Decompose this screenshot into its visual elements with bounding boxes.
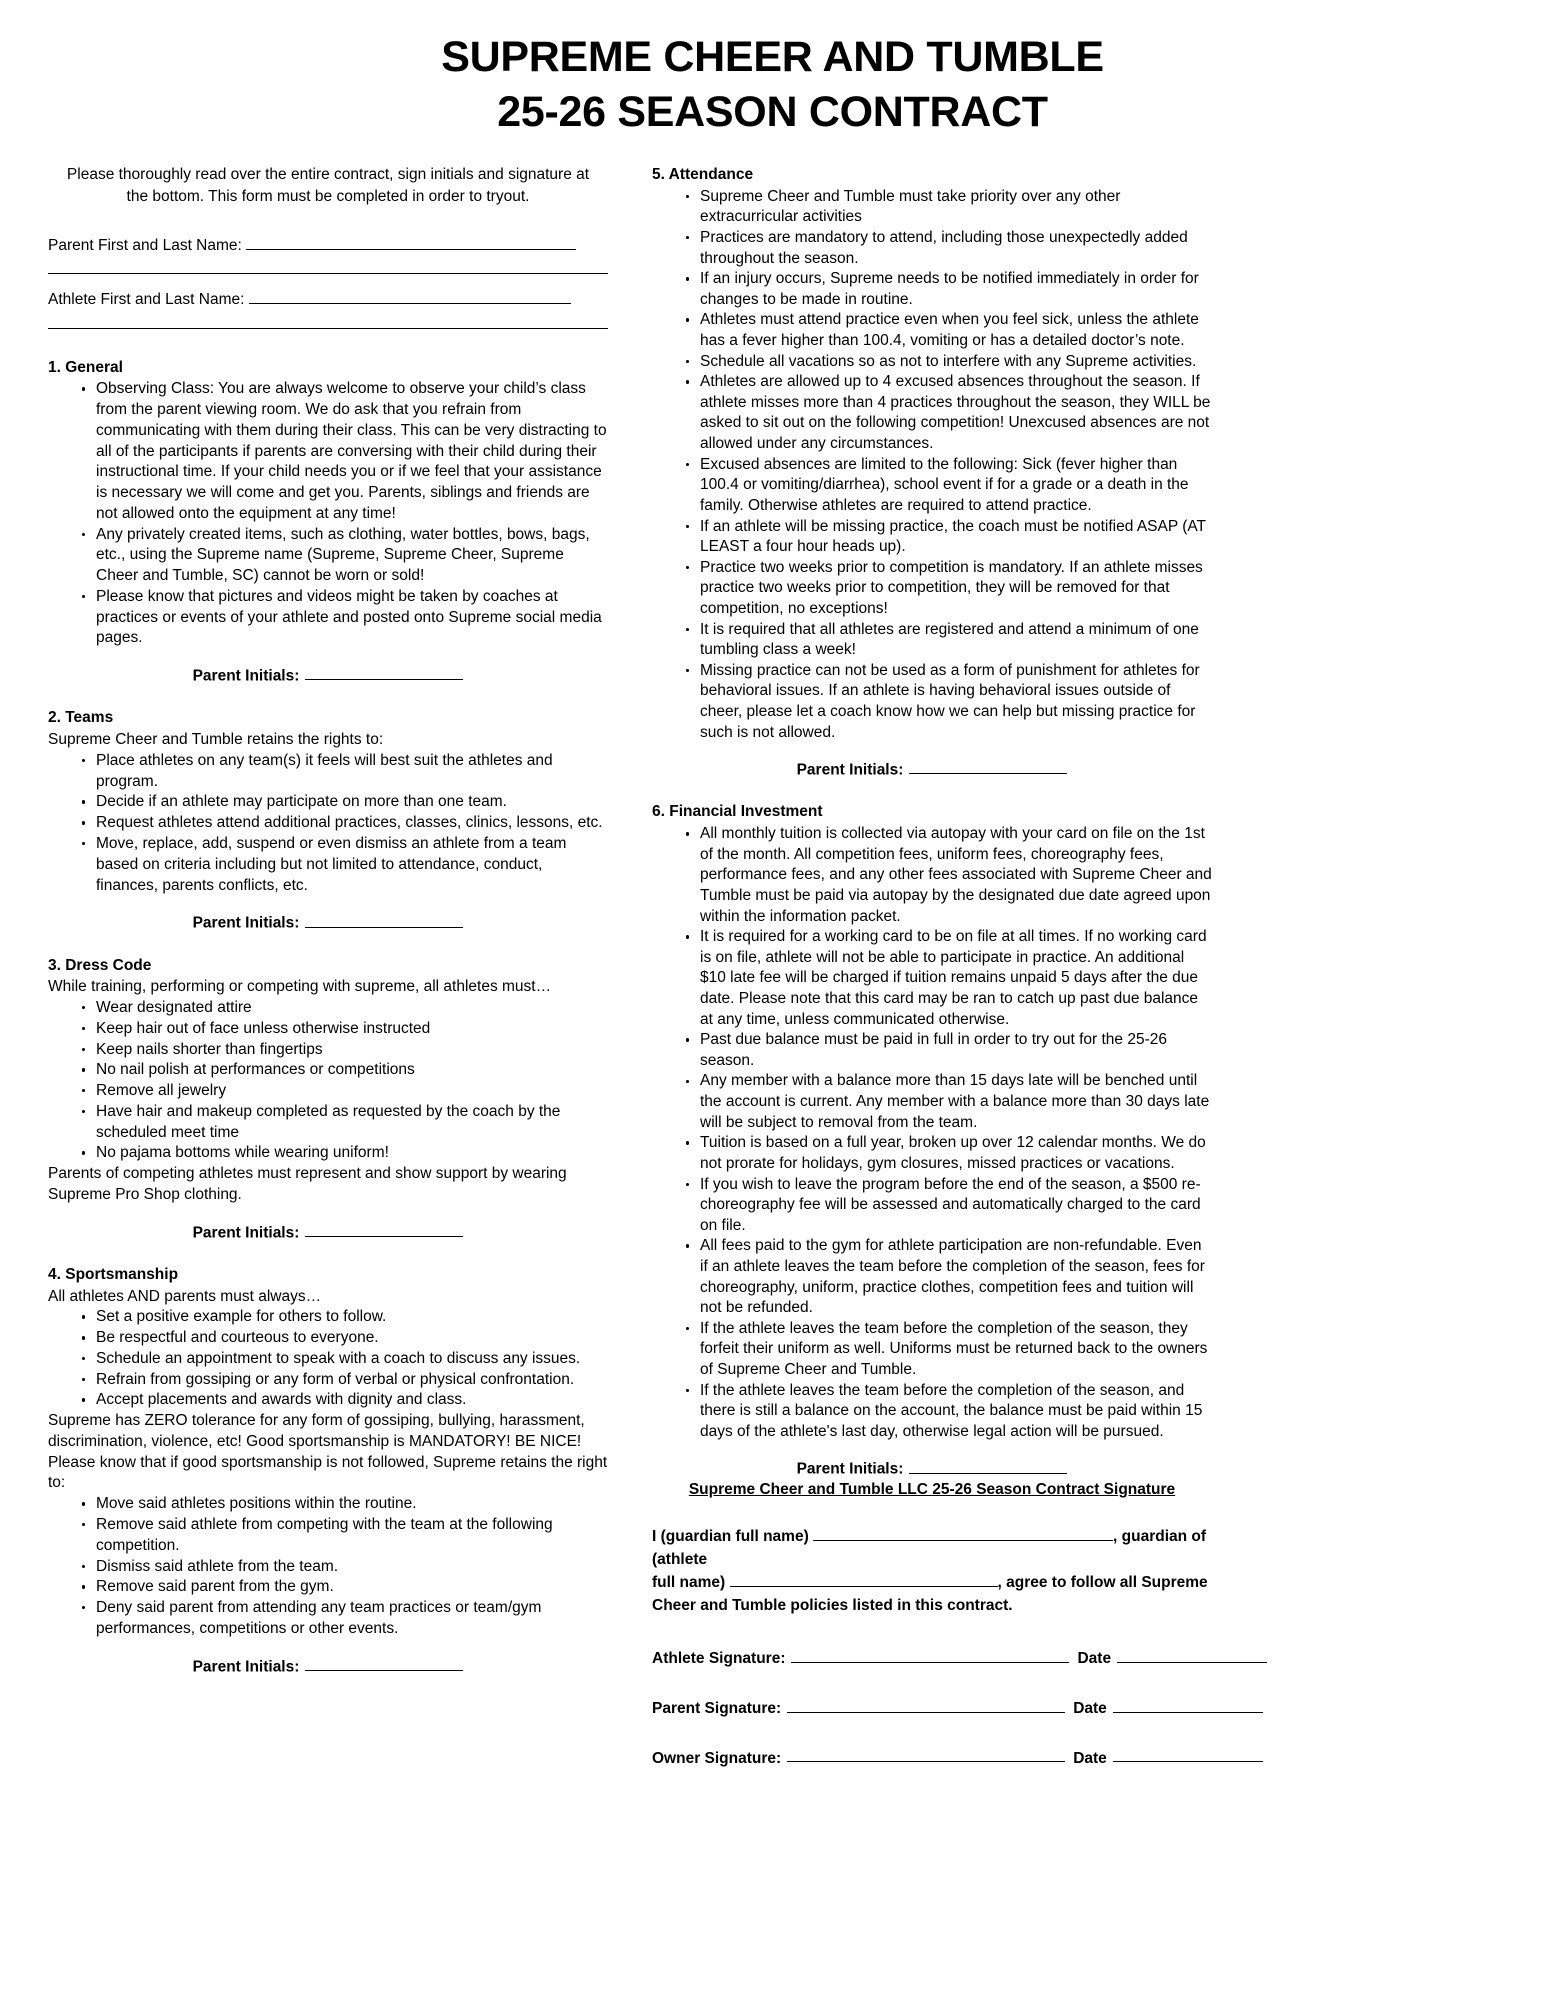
teams-intro-text: Supreme Cheer and Tumble retains the rights to: xyxy=(48,731,384,749)
athlete-date-line[interactable] xyxy=(1117,1648,1267,1663)
list-item: Tuition is based on a full year, broken up over 12 calendar months. We do not prorate for holidays, gym closures, missed practices or vacations. xyxy=(686,1133,1212,1174)
athlete-name-label: Athlete First and Last Name: xyxy=(48,291,245,309)
athlete-name-input-line[interactable] xyxy=(730,1572,998,1587)
parent-signature-line[interactable] xyxy=(787,1698,1065,1713)
list-item: No pajama bottoms while wearing uniform! xyxy=(82,1143,608,1164)
owner-signature-row[interactable] xyxy=(652,1748,1212,1768)
right-column xyxy=(652,164,1212,1797)
section-heading-dress-code: 3. Dress Code xyxy=(48,956,152,974)
sportsmanship-bullet-list xyxy=(48,1307,608,1411)
parent-initials-line[interactable] xyxy=(305,1656,463,1671)
list-item: Any member with a balance more than 15 days late will be benched until the account is current. Any member with a balance more than 30 days late will be subject to removal from the team. xyxy=(686,1071,1212,1133)
parent-signature-label: Parent Signature: xyxy=(652,1699,782,1717)
list-item: Have hair and makeup completed as requested by the coach by the scheduled meet time xyxy=(82,1102,608,1144)
athlete-signature-row[interactable] xyxy=(652,1648,1212,1668)
list-item: No nail polish at performances or competitions xyxy=(82,1060,608,1081)
parent-initials-label: Parent Initials: xyxy=(796,1460,904,1478)
list-item: If you wish to leave the program before the end of the season, a $500 re-choreography fee will be assessed and automatically charged to the card on file. xyxy=(686,1175,1212,1237)
sportsmanship-rights-text: Please know that if good sportsmanship is not followed, Supreme retains the right to: xyxy=(48,1453,608,1492)
title-line-1: SUPREME CHEER AND TUMBLE xyxy=(441,33,1104,81)
left-column xyxy=(48,164,608,1797)
teams-bullet-list xyxy=(48,751,608,896)
athlete-full-name-label: full name) xyxy=(652,1574,726,1592)
parent-name-input-line-2[interactable] xyxy=(48,259,608,274)
list-item: Excused absences are limited to the following: Sick (fever higher than 100.4 or vomiting/diarrhea), school event if for a grade or a death in the family. Otherwise athletes are required to attend practice. xyxy=(686,455,1212,517)
document-title xyxy=(0,0,1545,140)
list-item: Athletes must attend practice even when you feel sick, unless the athlete has a fever higher than 100.4, vomiting or has a detailed doctor’s note. xyxy=(686,310,1212,351)
sportsmanship-zero-tolerance-text: Supreme has ZERO tolerance for any form of gossiping, bullying, harassment, discrimination, violence, etc! Good sportsmanship is MANDATORY! BE NICE! xyxy=(48,1412,585,1450)
athlete-name-field[interactable] xyxy=(48,288,608,311)
list-item: Observing Class: You are always welcome to observe your child’s class from the parent viewing room. We do ask that you refrain from communicating with them during their class. This can be very distracting to all of the participants if parents are conversing with their child during their instructional time. If your child needs you or if we feel that your assistance is necessary we will come and get you. Parents, siblings and friends are not allowed onto the equipment at any time! xyxy=(82,379,608,524)
section-heading-sportsmanship: 4. Sportsmanship xyxy=(48,1265,179,1283)
list-item: Schedule an appointment to speak with a coach to discuss any issues. xyxy=(82,1349,608,1370)
parent-initials-general[interactable] xyxy=(48,665,608,685)
date-label: Date xyxy=(1073,1699,1107,1717)
list-item: Accept placements and awards with dignity and class. xyxy=(82,1390,608,1411)
parent-initials-label: Parent Initials: xyxy=(192,667,300,685)
athlete-signature-label: Athlete Signature: xyxy=(652,1649,786,1667)
date-label: Date xyxy=(1073,1749,1107,1767)
signature-section-heading: Supreme Cheer and Tumble LLC 25-26 Season Contract Signature xyxy=(688,1480,1176,1498)
list-item: Dismiss said athlete from the team. xyxy=(82,1557,608,1578)
list-item: If an athlete will be missing practice, the coach must be notified ASAP (AT LEAST a four hour heads up). xyxy=(686,517,1212,558)
section-heading-financial: 6. Financial Investment xyxy=(652,803,823,821)
two-column-body xyxy=(0,164,1545,1797)
owner-date-line[interactable] xyxy=(1113,1748,1263,1763)
dress-code-bullet-list xyxy=(48,998,608,1164)
attendance-bullet-list xyxy=(652,187,1212,743)
guardian-name-input-line[interactable] xyxy=(813,1526,1113,1541)
list-item: Keep nails shorter than fingertips xyxy=(82,1040,608,1061)
athlete-name-input-line-2[interactable] xyxy=(48,314,608,329)
list-item: All fees paid to the gym for athlete participation are non-refundable. Even if an athlete leaves the team before the completion of the season, fees for choreography, uniform, practice clothes, competition fees and tuition will not be refunded. xyxy=(686,1236,1212,1318)
parent-initials-financial[interactable] xyxy=(652,1458,1212,1478)
section-heading-teams: 2. Teams xyxy=(48,709,114,727)
list-item: Remove said parent from the gym. xyxy=(82,1577,608,1598)
parent-initials-line[interactable] xyxy=(909,1458,1067,1473)
parent-name-field[interactable] xyxy=(48,234,608,257)
section-heading-attendance: 5. Attendance xyxy=(652,166,754,184)
guardian-of-athlete-label: , guardian of (athlete xyxy=(652,1527,1207,1568)
parent-initials-attendance[interactable] xyxy=(652,759,1212,779)
list-item: Place athletes on any team(s) it feels will best suit the athletes and program. xyxy=(82,751,608,793)
list-item: Move said athletes positions within the routine. xyxy=(82,1494,608,1515)
agree-to-follow-label: , agree to follow all Supreme xyxy=(997,1574,1208,1592)
owner-signature-label: Owner Signature: xyxy=(652,1749,782,1767)
parent-initials-line[interactable] xyxy=(909,759,1067,774)
list-item: If the athlete leaves the team before the completion of the season, and there is still a balance on the account, the balance must be paid within 15 days of the athlete's last day, otherwise legal action will be pursued. xyxy=(686,1381,1212,1443)
list-item: Athletes are allowed up to 4 excused absences throughout the season. If athlete misses more than 4 practices throughout the season, they WILL be asked to sit out on the following competition! Unexcused absences are not allowed under any circumstances. xyxy=(686,372,1212,454)
owner-signature-line[interactable] xyxy=(787,1748,1065,1763)
list-item: Deny said parent from attending any team practices or team/gym performances, competitions or other events. xyxy=(82,1598,608,1640)
list-item: Refrain from gossiping or any form of verbal or physical confrontation. xyxy=(82,1370,608,1391)
list-item: Schedule all vacations so as not to interfere with any Supreme activities. xyxy=(686,352,1212,373)
dress-code-outro-text: Parents of competing athletes must represent and show support by wearing Supreme Pro Shop clothing. xyxy=(48,1165,567,1203)
parent-initials-line[interactable] xyxy=(305,1222,463,1237)
intro-paragraph: Please thoroughly read over the entire contract, sign initials and signature at the bottom. This form must be completed in order to tryout. xyxy=(66,166,590,206)
list-item: Please know that pictures and videos might be taken by coaches at practices or events of your athlete and posted onto Supreme social media pages. xyxy=(82,587,608,649)
list-item: Remove all jewelry xyxy=(82,1081,608,1102)
parent-initials-label: Parent Initials: xyxy=(192,1223,300,1241)
list-item: Practice two weeks prior to competition is mandatory. If an athlete misses practice two weeks prior to competition, they will be removed for that competition, no exceptions! xyxy=(686,558,1212,620)
parent-initials-teams[interactable] xyxy=(48,912,608,932)
list-item: Set a positive example for others to follow. xyxy=(82,1307,608,1328)
list-item: Request athletes attend additional practices, classes, clinics, lessons, etc. xyxy=(82,813,608,834)
list-item: Wear designated attire xyxy=(82,998,608,1019)
parent-initials-line[interactable] xyxy=(305,912,463,927)
parent-name-label: Parent First and Last Name: xyxy=(48,237,242,255)
date-label: Date xyxy=(1077,1649,1112,1667)
list-item: Decide if an athlete may participate on more than one team. xyxy=(82,792,608,813)
list-item: Any privately created items, such as clothing, water bottles, bows, bags, etc., using the Supreme name (Supreme, Supreme Cheer, Supreme Cheer and Tumble, SC) cannot be worn or sold! xyxy=(82,525,608,587)
sportsmanship-consequences-list xyxy=(48,1494,608,1639)
general-bullet-list xyxy=(48,379,608,649)
parent-initials-label: Parent Initials: xyxy=(192,1657,300,1675)
list-item: If an injury occurs, Supreme needs to be notified immediately in order for changes to be made in routine. xyxy=(686,269,1212,310)
list-item: Move, replace, add, suspend or even dismiss an athlete from a team based on criteria including but not limited to attendance, conduct, finances, parents conflicts, etc. xyxy=(82,834,608,896)
list-item: All monthly tuition is collected via autopay with your card on file on the 1st of the month. All competition fees, uniform fees, choreography fees, performance fees, and any other fees associated with Supreme Cheer and Tumble must be paid via autopay by the designated due date agreed upon within the information packet. xyxy=(686,824,1212,927)
guardian-agreement-paragraph[interactable] xyxy=(652,1525,1212,1618)
financial-bullet-list xyxy=(652,824,1212,1442)
list-item: It is required for a working card to be on file at all times. If no working card is on file, athlete will not be able to participate in practice. An additional $10 late fee will be charged if tuition remains unpaid 5 days after the due date. Please note that this card may be ran to catch up past due balance at any time, unless communicated otherwise. xyxy=(686,927,1212,1030)
parent-initials-sportsmanship[interactable] xyxy=(48,1656,608,1676)
list-item: Practices are mandatory to attend, including those unexpectedly added throughout the season. xyxy=(686,228,1212,269)
parent-initials-label: Parent Initials: xyxy=(796,761,904,779)
parent-date-line[interactable] xyxy=(1113,1698,1263,1713)
section-heading-general: 1. General xyxy=(48,358,123,376)
list-item: Keep hair out of face unless otherwise instructed xyxy=(82,1019,608,1040)
parent-name-input-line[interactable] xyxy=(246,236,576,250)
parent-signature-row[interactable] xyxy=(652,1698,1212,1718)
parent-initials-dress-code[interactable] xyxy=(48,1222,608,1242)
guardian-name-label: I (guardian full name) xyxy=(652,1527,809,1545)
list-item: Remove said athlete from competing with the team at the following competition. xyxy=(82,1515,608,1557)
parent-initials-line[interactable] xyxy=(305,665,463,680)
athlete-name-input-line[interactable] xyxy=(249,290,571,304)
parent-initials-label: Parent Initials: xyxy=(192,914,300,932)
list-item: Be respectful and courteous to everyone. xyxy=(82,1328,608,1349)
list-item: Missing practice can not be used as a form of punishment for athletes for behavioral issues. If an athlete is having behavioral issues outside of cheer, please let a coach know how we can help but missing practice for such is not allowed. xyxy=(686,661,1212,743)
dress-code-intro-text: While training, performing or competing with supreme, all athletes must… xyxy=(48,978,552,996)
list-item: Past due balance must be paid in full in order to try out for the 25-26 season. xyxy=(686,1030,1212,1071)
list-item: If the athlete leaves the team before the completion of the season, they forfeit their uniform as well. Uniforms must be returned back to the owners of Supreme Cheer and Tumble. xyxy=(686,1319,1212,1381)
policies-listed-label: Cheer and Tumble policies listed in this contract. xyxy=(652,1597,1013,1615)
title-line-2: 25-26 SEASON CONTRACT xyxy=(497,88,1048,137)
sportsmanship-intro-text: All athletes AND parents must always… xyxy=(48,1287,322,1305)
list-item: Supreme Cheer and Tumble must take priority over any other extracurricular activities xyxy=(686,187,1212,228)
athlete-signature-line[interactable] xyxy=(791,1648,1069,1663)
list-item: It is required that all athletes are registered and attend a minimum of one tumbling class a week! xyxy=(686,620,1212,661)
